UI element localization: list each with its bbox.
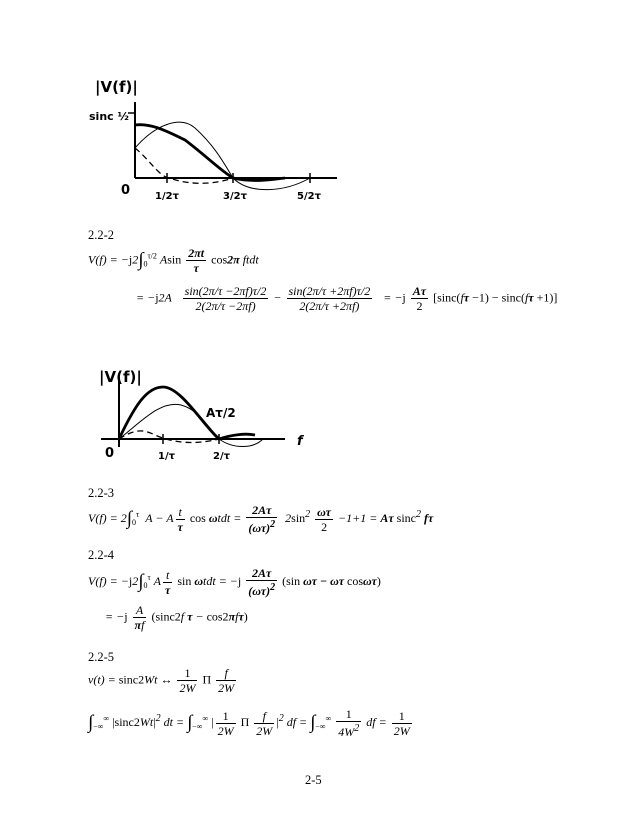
figure-1-xtick-3: 5/2τ [297,191,321,202]
figure-2-xlabel: f [297,434,303,449]
problem-2-2-5-line-2: $\int_{-\infty}^\infty$ $|\sin c2Wt|^2$ dt = $\int_{-\infty}^\infty$ | $\frac{1}{2W}$ Π $\frac{f}{2W}$ $|^2$ df = $\int_{-\infty}^\infty$ $\frac{1}{4W^2}$ df = $\frac{1}{2W}$ [88,707,410,739]
figure-2-xtick-2: 2/τ [213,451,230,462]
figure-1 [85,70,345,220]
problem-2-2-4-line-2: = −j $\frac{A}{\pi f}$ (sinc2f τ − cos2πfτ) [105,603,248,632]
figure-1-xtick-0: 0 [121,183,131,198]
problem-2-2-4-number: 2.2-4 [88,548,115,562]
figure-1-xtick-1: 1/2τ [155,191,179,202]
problem-2-2-5-number: 2.2-5 [88,650,115,664]
page-number: 2-5 [305,773,322,787]
problem-2-2-2-line-2: = −j2A $\frac{\sin(2\pi/\tau -2\pi f)\tau/2}{2(2\pi/\tau -2\pi f)}$ − $\frac{\sin(2\pi/\tau +2\pi f)\tau/2}{2(2\pi/\tau +2\pi f)}$ = −j $\frac{A\tau}{2}$ [sinc(fτ −1) − sinc(fτ +1)] [136,284,558,313]
problem-2-2-4-line-1: $V(f) = -j2\int_0^\tau$ A $\frac{t}{\tau}$ sin ωtdt = −j $\frac{2A\tau}{(\omega\tau)^2}$ (sin ωτ − ωτ cosωτ) [88,566,381,598]
figure-2-curve-dashed [119,431,219,443]
figure-2-xtick-1: 1/τ [158,451,175,462]
figure-2-ylabel: |V(f)| [99,368,142,386]
figure-2-curve-thin [119,404,263,446]
figure-1-xtick-2: 3/2τ [223,191,247,202]
problem-2-2-5-line-1: v(t) = sinc2Wt ↔ $\frac{1}{2W}$ Π $\frac{f}{2W}$ [88,666,235,695]
figure-2 [85,365,365,475]
problem-2-2-2-line-1: $V(f) = -j2\int_0^{\tau/2}$ Asin $\frac{2\pi t}{\tau}$ cos2π ftdt [88,246,259,275]
figure-2-annotation: Aτ/2 [206,406,236,420]
problem-2-2-3-line-1: $V(f) = 2\int_0^\tau$ A − A $\frac{t}{\tau}$ cos ωtdt = $\frac{2A\tau}{(\omega\tau)^2}$ $2\sin^2$ $\frac{\omega\tau}{2}$ −1+1 = Aτ sinc$^2$ fτ [88,503,434,535]
figure-1-ylabel: |V(f)| [95,78,138,96]
figure-1-ytick: sinc ½ [89,110,129,123]
figure-1-curve-thick [135,125,285,181]
figure-2-xtick-0: 0 [105,446,115,461]
problem-2-2-2-number: 2.2-2 [88,228,115,242]
problem-2-2-3-number: 2.2-3 [88,486,115,500]
